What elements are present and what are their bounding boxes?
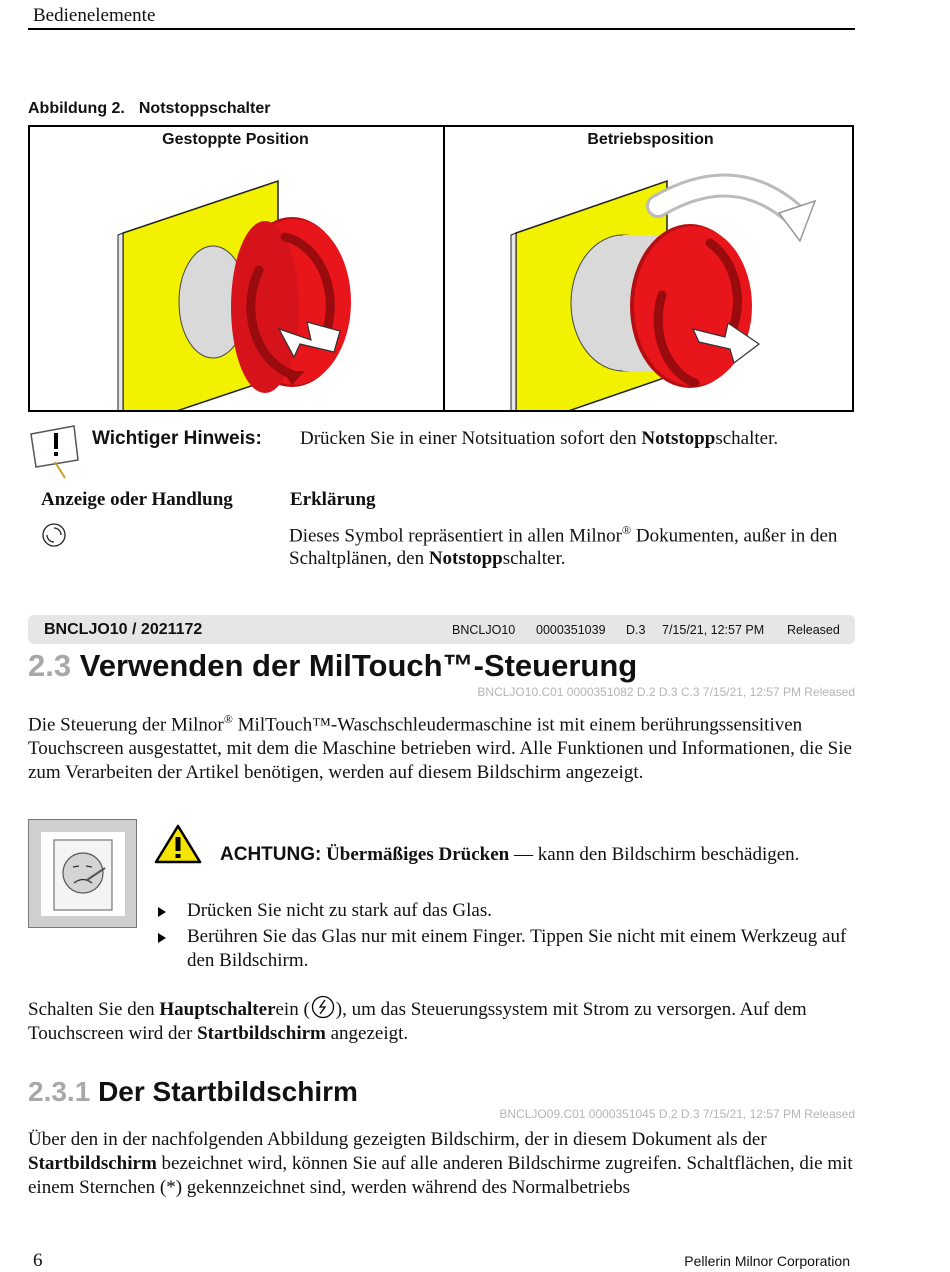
important-note-icon	[28, 422, 84, 480]
header-rule	[28, 28, 855, 30]
caution-label: ACHTUNG:	[220, 844, 322, 865]
important-note-label: Wichtiger Hinweis:	[92, 428, 262, 449]
meta-document-id: BNCLJO10 / 2021172	[44, 621, 203, 638]
figure-caption	[28, 100, 270, 118]
running-header: Bedienelemente	[33, 5, 156, 26]
emergency-stop-figure	[28, 125, 854, 412]
meta-date: 7/15/21, 12:57 PM	[662, 623, 765, 637]
start-screen-paragraph: Über den in der nachfolgenden Abbildung gezeigten Bildschirm, der in diesem Dokument als der Startbildschirm bezeichnet wird, können Sie auf alle anderen Bildschirme zugreifen. Schaltflächen, die mit einem Sternchen (*) gekennzeichnet sind, werden während des Normalbetriebs	[28, 1129, 853, 1198]
miltouch-intro-paragraph: Die Steuerung der Milnor® MilTouch™-Waschschleudermaschine ist mit einem berührungssensitiven Touchscreen ausgestattet, mit dem die Maschine betrieben wird. Alle Funktionen und Informationen, die Sie zum Verarbeiten der Artikel benötigen, werden auf diesem Bildschirm angezeigt.	[28, 712, 852, 784]
section-title: Verwenden der MilTouch™-Steuerung	[79, 648, 638, 683]
power-switch-icon	[311, 995, 335, 1019]
symbol-explanation: Dieses Symbol repräsentiert in allen Milnor® Dokumenten, außer in den Schaltplänen, den Notstoppschalter.	[289, 523, 838, 570]
subsection-meta: BNCLJO09.C01 0000351045 D.2 D.3 7/15/21, 12:57 PM Released	[499, 1107, 855, 1121]
section-heading-2-3-1	[28, 1076, 358, 1108]
meta-status: Released	[787, 623, 840, 637]
emergency-stop-symbol-icon	[41, 522, 67, 548]
footer-company: Pellerin Milnor Corporation	[684, 1253, 850, 1269]
figure-caption-title: Notstoppschalter	[138, 100, 271, 117]
table-header-explanation: Erklärung	[290, 489, 376, 510]
caution-bullet: Berühren Sie das Glas nur mit einem Finger. Tippen Sie nicht mit einem Werkzeug auf den Bildschirm.	[156, 925, 856, 973]
bullet-triangle-icon	[158, 907, 166, 917]
meta-number: 0000351039	[536, 623, 606, 637]
stopped-position-illustration	[30, 153, 441, 410]
figure-caption-number: Abbildung 2.	[28, 100, 125, 117]
important-note-text: Drücken Sie in einer Notsituation sofort den Notstoppschalter.	[300, 428, 779, 449]
section-meta: BNCLJO10.C01 0000351082 D.2 D.3 C.3 7/15/21, 12:57 PM Released	[477, 685, 855, 699]
meta-version: D.3	[626, 623, 646, 637]
power-on-paragraph: Schalten Sie den Hauptschalterein ( ), um das Steuerungssystem mit Strom zu versorgen. Auf dem Touchscreen wird der Startbildschirm angezeigt.	[28, 995, 858, 1046]
caution-message: ACHTUNG: Übermäßiges Drücken — kann den Bildschirm beschädigen.	[220, 844, 800, 865]
table-header-indicator: Anzeige oder Handlung	[41, 489, 233, 510]
section-number: 2.3	[28, 648, 72, 683]
caution-bullet: Drücken Sie nicht zu stark auf das Glas.	[156, 899, 856, 923]
subsection-title: Der Startbildschirm	[98, 1076, 358, 1107]
operating-position-illustration	[445, 153, 856, 410]
bullet-triangle-icon	[158, 933, 166, 943]
stopped-position-title: Gestoppte Position	[162, 131, 309, 148]
meta-code: BNCLJO10	[452, 623, 516, 637]
section-heading-2-3	[28, 648, 637, 684]
caution-illustration	[28, 819, 137, 928]
document-meta-bar	[28, 615, 855, 644]
page-number: 6	[33, 1250, 43, 1271]
operating-position-title: Betriebsposition	[587, 131, 714, 148]
subsection-number: 2.3.1	[28, 1076, 91, 1107]
